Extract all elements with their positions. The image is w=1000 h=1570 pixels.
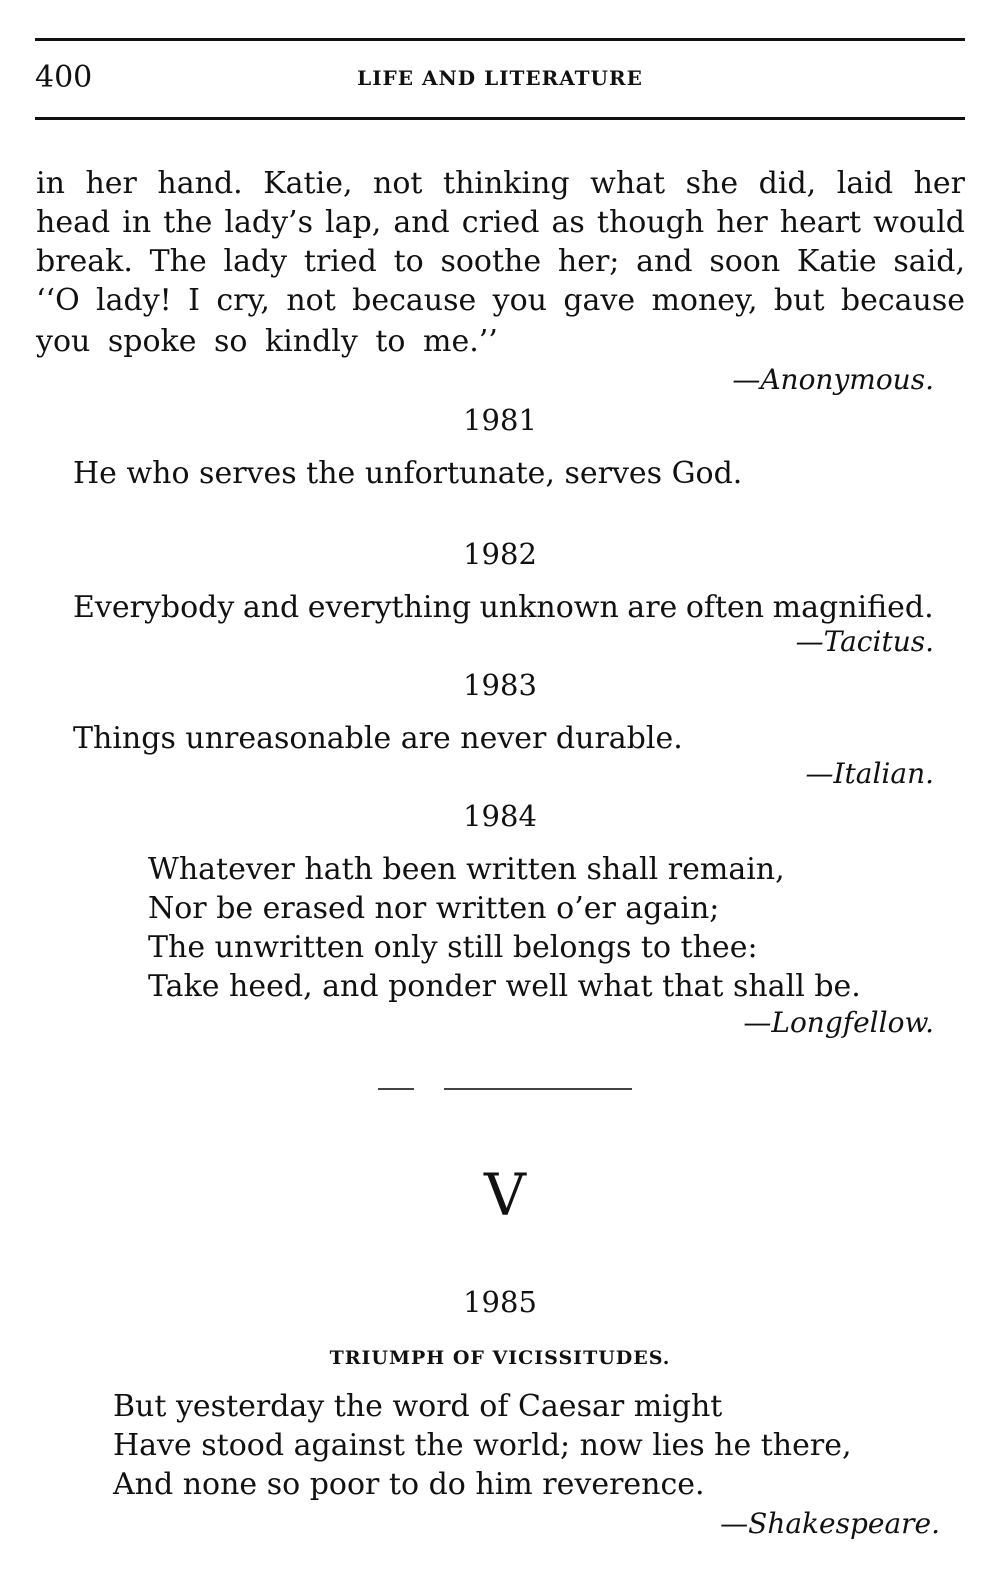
section-divider-long: [444, 1088, 632, 1090]
entry-number-1985: 1985: [463, 1285, 537, 1319]
page-number: 400: [35, 60, 93, 95]
attribution-italian: —Italian.: [805, 757, 934, 790]
verse-line: Nor be erased nor written o’er again;: [148, 891, 720, 926]
continuation-line: head in the lady’s lap, and cried as though her heart would: [36, 205, 965, 240]
verse-line: And none so poor to do him reverence.: [113, 1467, 705, 1502]
entry-number-1984: 1984: [463, 799, 537, 833]
entry-number-1981: 1981: [463, 403, 537, 437]
entry-number-1983: 1983: [463, 668, 537, 702]
verse-line: Whatever hath been written shall remain,: [148, 852, 785, 887]
attribution-anonymous: —Anonymous.: [732, 363, 934, 396]
entry-text-1981: He who serves the unfortunate, serves God.: [73, 456, 743, 491]
top-rule: [35, 38, 965, 41]
continuation-line: ‘‘O lady! I cry, not because you gave money, but because: [36, 283, 965, 318]
continuation-line: in her hand. Katie, not thinking what she did, laid her: [36, 166, 965, 201]
verse-line: But yesterday the word of Caesar might: [113, 1389, 723, 1424]
verse-line: Take heed, and ponder well what that shall be.: [148, 969, 861, 1004]
entry-number-1982: 1982: [463, 537, 537, 571]
entry-text-1983: Things unreasonable are never durable.: [73, 721, 683, 756]
entry-text-1982: Everybody and everything unknown are often magnified.: [73, 590, 934, 625]
verse-line: The unwritten only still belongs to thee:: [148, 930, 758, 965]
poem-title: TRIUMPH OF VICISSITUDES.: [329, 1347, 671, 1369]
verse-line: Have stood against the world; now lies he there,: [113, 1428, 852, 1463]
attribution-tacitus: —Tacitus.: [795, 625, 934, 658]
running-title: LIFE AND LITERATURE: [357, 66, 643, 90]
continuation-line: break. The lady tried to soothe her; and soon Katie said,: [36, 244, 965, 279]
header-rule: [35, 117, 965, 120]
section-divider-short: [378, 1088, 414, 1090]
attribution-longfellow: —Longfellow.: [743, 1006, 934, 1039]
attribution-shakespeare: —Shakespeare.: [720, 1507, 940, 1540]
section-numeral: V: [484, 1161, 526, 1229]
continuation-line: you spoke so kindly to me.’’: [36, 324, 498, 359]
